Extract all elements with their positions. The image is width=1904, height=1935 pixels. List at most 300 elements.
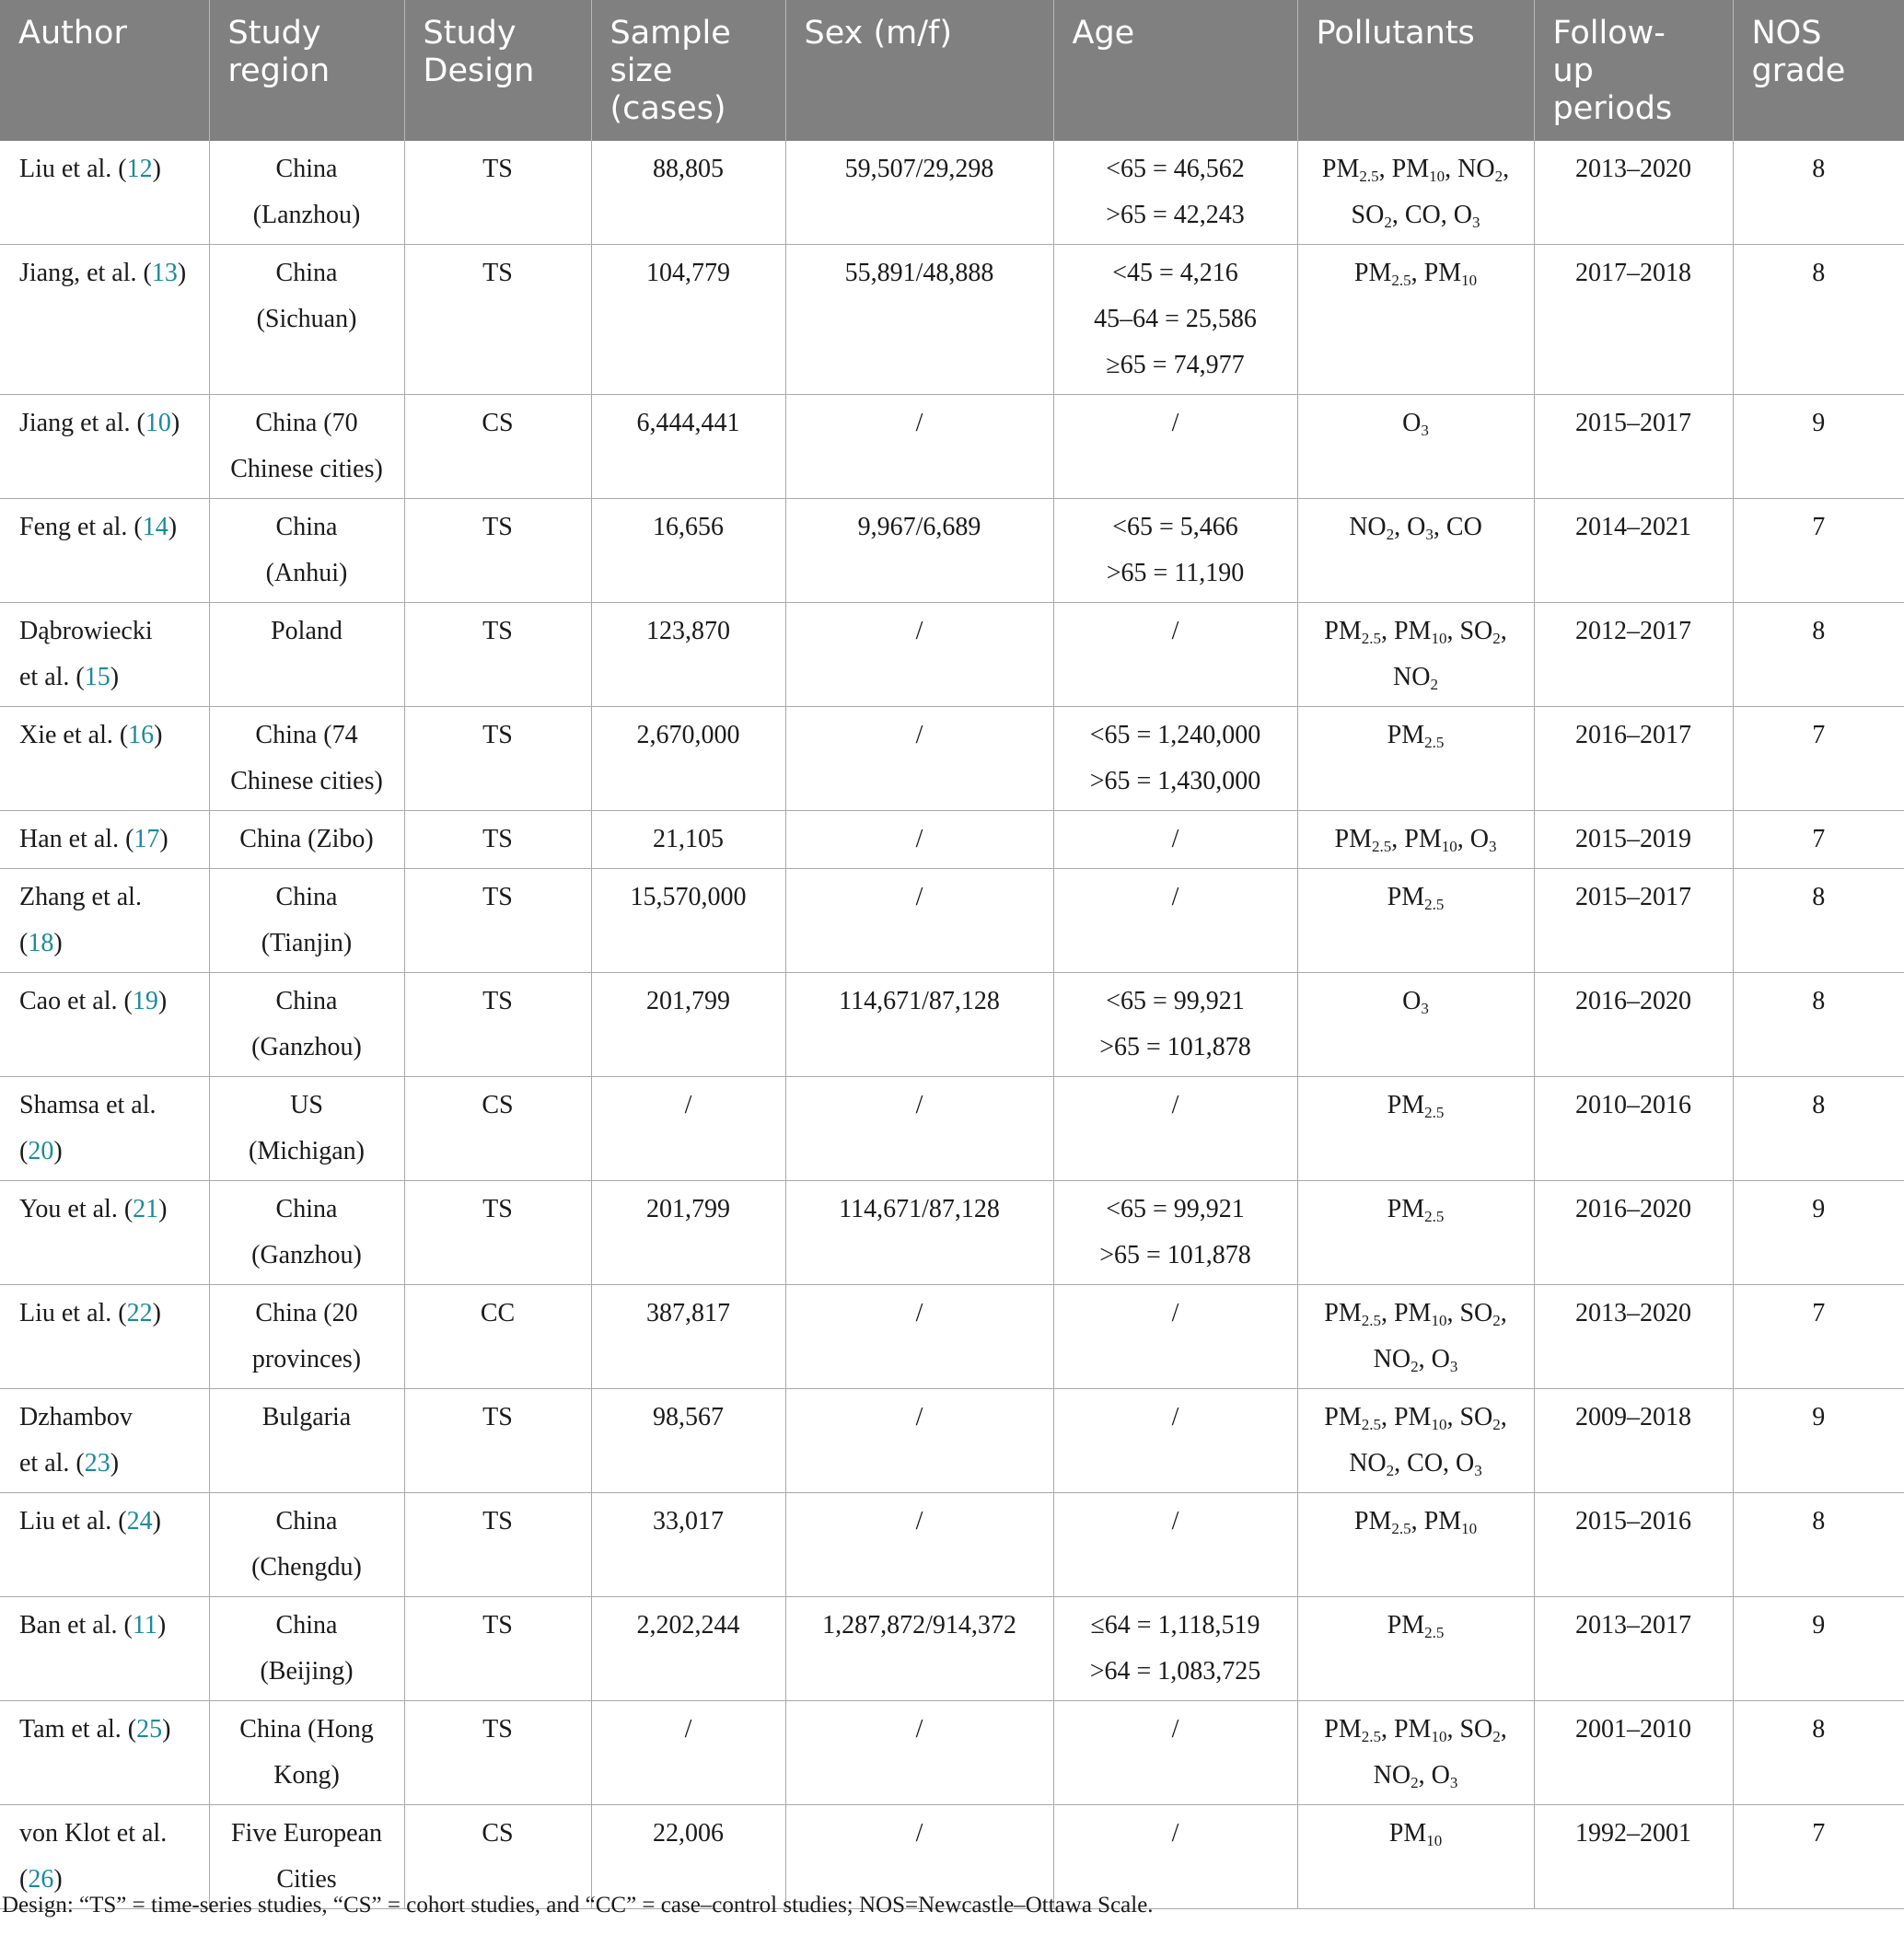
author-line bbox=[19, 504, 196, 550]
nos-grade-value: 8 bbox=[1812, 1091, 1826, 1119]
sample-size-cell bbox=[591, 395, 785, 499]
reference-link[interactable]: 26 bbox=[28, 1865, 54, 1894]
author-cell bbox=[0, 1701, 209, 1805]
region-line: (Beijing) bbox=[260, 1657, 354, 1686]
age-line: / bbox=[1171, 409, 1179, 437]
age-cell bbox=[1053, 869, 1297, 973]
region-cell bbox=[209, 1181, 404, 1285]
header-row bbox=[0, 0, 1904, 141]
table-row bbox=[0, 973, 1904, 1077]
author-text: Han et al. ( bbox=[19, 825, 134, 853]
region-line: China bbox=[275, 259, 338, 287]
author-text: ) bbox=[154, 721, 163, 749]
age-line: <65 = 46,562 bbox=[1106, 155, 1245, 183]
reference-link[interactable]: 10 bbox=[145, 409, 171, 437]
follow-up-value: 2017–2018 bbox=[1575, 259, 1691, 287]
age-line: <45 = 4,216 bbox=[1112, 259, 1238, 287]
sample-size-value: 15,570,000 bbox=[630, 883, 747, 911]
author-cell bbox=[0, 1285, 209, 1389]
reference-link[interactable]: 20 bbox=[28, 1137, 54, 1165]
age-line: <65 = 5,466 bbox=[1112, 513, 1238, 541]
design-value: TS bbox=[482, 1507, 513, 1535]
author-line bbox=[19, 817, 196, 863]
nos-grade-value: 8 bbox=[1812, 617, 1826, 645]
author-text: ) bbox=[110, 663, 120, 691]
table-row bbox=[0, 1077, 1904, 1181]
author-line bbox=[19, 713, 196, 759]
follow-up-value: 2016–2020 bbox=[1575, 987, 1691, 1015]
author-text: ) bbox=[177, 259, 187, 287]
nos-grade-value: 8 bbox=[1812, 259, 1826, 287]
region-line: China bbox=[275, 155, 338, 183]
author-text: Liu et al. ( bbox=[19, 1507, 127, 1535]
age-cell bbox=[1053, 1493, 1297, 1597]
follow-up-value: 2015–2016 bbox=[1575, 1507, 1691, 1535]
author-line bbox=[19, 250, 196, 296]
region-line: Kong) bbox=[273, 1761, 340, 1790]
region-cell bbox=[209, 245, 404, 395]
nos-grade-value: 8 bbox=[1812, 883, 1826, 911]
age-cell bbox=[1053, 499, 1297, 603]
age-line: <65 = 1,240,000 bbox=[1089, 721, 1261, 749]
design-cell bbox=[404, 1493, 591, 1597]
sample-size-cell bbox=[591, 1285, 785, 1389]
sex-cell bbox=[785, 811, 1053, 869]
sex-cell bbox=[785, 603, 1053, 707]
author-text: von Klot et al. bbox=[19, 1819, 168, 1848]
table-row bbox=[0, 1597, 1904, 1701]
region-line: China bbox=[275, 1195, 338, 1223]
author-line bbox=[19, 979, 196, 1025]
follow-up-cell bbox=[1534, 1285, 1733, 1389]
region-line: (Chengdu) bbox=[251, 1553, 362, 1582]
sample-size-value: 2,670,000 bbox=[636, 721, 740, 749]
region-cell bbox=[209, 1389, 404, 1493]
nos-grade-value: 7 bbox=[1812, 1299, 1826, 1327]
column-header-text: Design bbox=[423, 52, 535, 89]
region-line: (Lanzhou) bbox=[252, 201, 361, 229]
design-value: TS bbox=[482, 721, 513, 749]
pollutants-line: $PM_{2.5}$, $PM_{10}$ bbox=[1353, 1507, 1478, 1537]
design-value: TS bbox=[482, 1403, 513, 1431]
table-row bbox=[0, 1701, 1904, 1805]
design-value: TS bbox=[482, 987, 513, 1015]
follow-up-cell bbox=[1534, 1493, 1733, 1597]
design-value: TS bbox=[482, 825, 513, 853]
age-line: >65 = 11,190 bbox=[1106, 559, 1245, 587]
pollutants-cell bbox=[1297, 869, 1534, 973]
region-cell bbox=[209, 1077, 404, 1181]
sample-size-value: 21,105 bbox=[653, 825, 724, 853]
age-cell bbox=[1053, 395, 1297, 499]
column-header bbox=[785, 0, 1053, 141]
table-header bbox=[0, 0, 1904, 141]
design-cell bbox=[404, 603, 591, 707]
author-cell bbox=[0, 603, 209, 707]
region-cell bbox=[209, 869, 404, 973]
reference-link[interactable]: 14 bbox=[142, 513, 168, 541]
reference-link[interactable]: 25 bbox=[136, 1715, 163, 1744]
table-row bbox=[0, 603, 1904, 707]
age-line: / bbox=[1171, 1091, 1179, 1119]
author-line bbox=[19, 1441, 196, 1487]
author-line bbox=[19, 1083, 196, 1129]
pollutants-cell bbox=[1297, 1389, 1534, 1493]
follow-up-value: 2009–2018 bbox=[1575, 1403, 1691, 1431]
column-header-text: periods bbox=[1552, 90, 1673, 127]
author-text: Jiang, et al. ( bbox=[19, 259, 152, 287]
age-line: / bbox=[1171, 1715, 1179, 1744]
table-footnote: Design: “TS” = time-series studies, “CS” = cohort studies, and “CC” = case–control studies; NOS=Newcastle–Ottawa Scale. bbox=[2, 1893, 1154, 1918]
age-cell bbox=[1053, 1597, 1297, 1701]
column-header-text: region bbox=[227, 52, 331, 89]
follow-up-value: 2012–2017 bbox=[1575, 617, 1691, 645]
author-line bbox=[19, 921, 196, 967]
follow-up-cell bbox=[1534, 1805, 1733, 1909]
nos-grade-cell bbox=[1733, 1805, 1904, 1909]
age-line: ≤64 = 1,118,519 bbox=[1090, 1611, 1260, 1640]
nos-grade-value: 9 bbox=[1812, 1403, 1826, 1431]
follow-up-value: 2015–2017 bbox=[1575, 409, 1691, 437]
follow-up-value: 2016–2020 bbox=[1575, 1195, 1691, 1223]
column-header-text: Age bbox=[1072, 15, 1135, 52]
nos-grade-cell bbox=[1733, 973, 1904, 1077]
nos-grade-value: 9 bbox=[1812, 1195, 1826, 1223]
sample-size-value: 98,567 bbox=[653, 1403, 724, 1431]
column-header-text: size bbox=[610, 52, 673, 89]
nos-grade-cell bbox=[1733, 1493, 1904, 1597]
column-header-text: (cases) bbox=[610, 90, 726, 127]
sample-size-cell bbox=[591, 1701, 785, 1805]
sex-cell bbox=[785, 1493, 1053, 1597]
table-row bbox=[0, 141, 1904, 245]
follow-up-value: 2013–2020 bbox=[1575, 1299, 1691, 1327]
age-line: / bbox=[1171, 1403, 1179, 1431]
sex-value: / bbox=[915, 1299, 923, 1327]
sex-cell bbox=[785, 1701, 1053, 1805]
pollutants-line: $NO_2$, $O_3$ bbox=[1373, 1761, 1458, 1791]
sex-value: 59,507/29,298 bbox=[844, 155, 994, 183]
design-value: TS bbox=[482, 1195, 513, 1223]
sample-size-value: 123,870 bbox=[646, 617, 730, 645]
column-header-text: Pollutants bbox=[1316, 15, 1475, 52]
sample-size-cell bbox=[591, 1181, 785, 1285]
reference-link[interactable]: 16 bbox=[128, 721, 155, 749]
sample-size-value: 201,799 bbox=[646, 987, 730, 1015]
sex-cell bbox=[785, 1389, 1053, 1493]
nos-grade-cell bbox=[1733, 245, 1904, 395]
author-text: ) bbox=[152, 1507, 161, 1535]
follow-up-cell bbox=[1534, 245, 1733, 395]
design-value: TS bbox=[482, 1611, 513, 1640]
author-text: ) bbox=[53, 1865, 63, 1894]
pollutants-line: $PM_{2.5}$, $PM_{10}$, $NO_2$, bbox=[1321, 155, 1510, 185]
pollutants-line: $PM_{2.5}$, $PM_{10}$, $SO_2$, bbox=[1324, 1715, 1507, 1745]
pollutants-line: $O_3$ bbox=[1402, 409, 1429, 439]
design-value: TS bbox=[482, 513, 513, 541]
sex-value: / bbox=[915, 825, 923, 853]
design-cell bbox=[404, 869, 591, 973]
sex-cell bbox=[785, 499, 1053, 603]
age-cell bbox=[1053, 707, 1297, 811]
author-text: Shamsa et al. bbox=[19, 1091, 157, 1119]
sex-value: / bbox=[915, 721, 923, 749]
author-cell bbox=[0, 811, 209, 869]
region-line: Chinese cities) bbox=[230, 455, 383, 483]
sample-size-cell bbox=[591, 603, 785, 707]
region-line: China (74 bbox=[255, 721, 358, 749]
pollutants-line: $PM_{2.5}$ bbox=[1387, 1091, 1445, 1121]
region-cell bbox=[209, 811, 404, 869]
follow-up-value: 2015–2019 bbox=[1575, 825, 1691, 853]
age-line: <65 = 99,921 bbox=[1106, 1195, 1245, 1223]
design-cell bbox=[404, 499, 591, 603]
region-cell bbox=[209, 499, 404, 603]
age-line: 45–64 = 25,586 bbox=[1094, 305, 1257, 333]
nos-grade-value: 8 bbox=[1812, 1507, 1826, 1535]
region-cell bbox=[209, 1285, 404, 1389]
region-line: provinces) bbox=[251, 1345, 362, 1373]
sex-value: / bbox=[915, 1819, 923, 1848]
region-line: Poland bbox=[271, 617, 342, 645]
nos-grade-value: 7 bbox=[1812, 513, 1826, 541]
reference-link[interactable]: 19 bbox=[132, 987, 158, 1015]
design-cell bbox=[404, 1597, 591, 1701]
follow-up-value: 2010–2016 bbox=[1575, 1091, 1691, 1119]
follow-up-cell bbox=[1534, 973, 1733, 1077]
author-text: Feng et al. ( bbox=[19, 513, 143, 541]
sample-size-cell bbox=[591, 141, 785, 245]
nos-grade-cell bbox=[1733, 707, 1904, 811]
author-text: ( bbox=[19, 1865, 29, 1894]
author-text: ) bbox=[152, 155, 161, 183]
age-line: >65 = 101,878 bbox=[1099, 1033, 1251, 1061]
sample-size-value: 33,017 bbox=[653, 1507, 724, 1535]
pollutants-cell bbox=[1297, 499, 1534, 603]
sex-value: / bbox=[915, 1715, 923, 1744]
sex-value: / bbox=[915, 1507, 923, 1535]
design-value: CS bbox=[482, 1091, 514, 1119]
sample-size-cell bbox=[591, 1597, 785, 1701]
pollutants-line: $NO_2$ bbox=[1393, 663, 1438, 693]
author-text: ( bbox=[19, 1137, 29, 1165]
author-cell bbox=[0, 1077, 209, 1181]
pollutants-line: $PM_{2.5}$ bbox=[1387, 721, 1445, 751]
author-text: Tam et al. ( bbox=[19, 1715, 137, 1744]
author-cell bbox=[0, 1389, 209, 1493]
author-text: ) bbox=[53, 1137, 63, 1165]
reference-link[interactable]: 21 bbox=[133, 1195, 159, 1223]
sex-cell bbox=[785, 395, 1053, 499]
region-cell bbox=[209, 1597, 404, 1701]
nos-grade-cell bbox=[1733, 1285, 1904, 1389]
author-text: ) bbox=[157, 1611, 167, 1640]
region-line: Five European bbox=[230, 1819, 383, 1848]
author-text: Jiang et al. ( bbox=[19, 409, 145, 437]
follow-up-cell bbox=[1534, 1181, 1733, 1285]
author-text: ) bbox=[157, 987, 168, 1015]
sex-cell bbox=[785, 1597, 1053, 1701]
follow-up-cell bbox=[1534, 1389, 1733, 1493]
author-text: Liu et al. ( bbox=[19, 155, 127, 183]
follow-up-value: 2001–2010 bbox=[1575, 1715, 1691, 1744]
pollutants-cell bbox=[1297, 245, 1534, 395]
follow-up-cell bbox=[1534, 707, 1733, 811]
region-line: (Tianjin) bbox=[261, 929, 353, 957]
author-line bbox=[19, 655, 196, 701]
nos-grade-value: 8 bbox=[1812, 1715, 1826, 1744]
age-line: / bbox=[1171, 1507, 1179, 1535]
reference-link[interactable]: 24 bbox=[126, 1507, 153, 1535]
column-header bbox=[1053, 0, 1297, 141]
pollutants-line: $PM_{10}$ bbox=[1388, 1819, 1443, 1849]
author-text: Cao et al. ( bbox=[19, 987, 133, 1015]
follow-up-value: 2014–2021 bbox=[1575, 513, 1691, 541]
author-cell bbox=[0, 973, 209, 1077]
nos-grade-value: 7 bbox=[1812, 825, 1826, 853]
region-line: (Sichuan) bbox=[256, 305, 357, 333]
age-line: / bbox=[1171, 1819, 1179, 1848]
reference-link[interactable]: 11 bbox=[132, 1611, 157, 1640]
nos-grade-cell bbox=[1733, 1077, 1904, 1181]
nos-grade-cell bbox=[1733, 395, 1904, 499]
sample-size-cell bbox=[591, 1077, 785, 1181]
sample-size-value: 88,805 bbox=[653, 155, 724, 183]
sex-cell bbox=[785, 1077, 1053, 1181]
column-header bbox=[209, 0, 404, 141]
author-text: You et al. ( bbox=[19, 1195, 134, 1223]
follow-up-value: 2016–2017 bbox=[1575, 721, 1691, 749]
design-value: CS bbox=[482, 409, 514, 437]
author-text: ) bbox=[53, 929, 63, 957]
author-cell bbox=[0, 245, 209, 395]
sample-size-value: 16,656 bbox=[653, 513, 724, 541]
pollutants-line: $O_3$ bbox=[1402, 987, 1429, 1017]
pollutants-cell bbox=[1297, 1805, 1534, 1909]
reference-link[interactable]: 15 bbox=[84, 663, 110, 691]
design-value: TS bbox=[482, 883, 513, 911]
nos-grade-value: 8 bbox=[1812, 155, 1826, 183]
region-line: China (20 bbox=[255, 1299, 358, 1327]
sex-value: 1,287,872/914,372 bbox=[822, 1611, 1016, 1640]
nos-grade-value: 7 bbox=[1812, 1819, 1826, 1848]
region-line: China (70 bbox=[255, 409, 358, 437]
nos-grade-cell bbox=[1733, 869, 1904, 973]
author-line bbox=[19, 1187, 196, 1233]
region-cell bbox=[209, 1493, 404, 1597]
pollutants-cell bbox=[1297, 707, 1534, 811]
author-text: ) bbox=[159, 825, 168, 853]
nos-grade-value: 9 bbox=[1812, 1611, 1826, 1640]
author-text: Ban et al. ( bbox=[19, 1611, 133, 1640]
design-value: CC bbox=[480, 1299, 516, 1327]
follow-up-value: 2015–2017 bbox=[1575, 883, 1691, 911]
column-header-text: up bbox=[1552, 52, 1594, 89]
design-cell bbox=[404, 811, 591, 869]
reference-link[interactable]: 17 bbox=[134, 825, 160, 853]
sex-cell bbox=[785, 245, 1053, 395]
pollutants-cell bbox=[1297, 1285, 1534, 1389]
sex-value: / bbox=[915, 1091, 923, 1119]
column-header-text: NOS bbox=[1751, 15, 1822, 52]
design-cell bbox=[404, 707, 591, 811]
follow-up-value: 2013–2017 bbox=[1575, 1611, 1691, 1640]
author-line bbox=[19, 1811, 196, 1857]
pollutants-line: $NO_2$, CO, $O_3$ bbox=[1349, 1449, 1482, 1479]
region-cell bbox=[209, 395, 404, 499]
reference-link[interactable]: 23 bbox=[84, 1449, 110, 1477]
sex-cell bbox=[785, 1181, 1053, 1285]
region-line: Cities bbox=[276, 1865, 337, 1894]
follow-up-cell bbox=[1534, 141, 1733, 245]
author-line bbox=[19, 1707, 196, 1753]
author-text: ) bbox=[168, 513, 178, 541]
follow-up-cell bbox=[1534, 869, 1733, 973]
nos-grade-cell bbox=[1733, 499, 1904, 603]
age-cell bbox=[1053, 1077, 1297, 1181]
column-header-text: grade bbox=[1751, 52, 1846, 89]
pollutants-cell bbox=[1297, 1077, 1534, 1181]
pollutants-line: $PM_{2.5}$, $PM_{10}$, $SO_2$, bbox=[1324, 617, 1507, 647]
region-line: China bbox=[275, 1611, 338, 1640]
design-cell bbox=[404, 1285, 591, 1389]
follow-up-cell bbox=[1534, 395, 1733, 499]
reference-link[interactable]: 18 bbox=[28, 929, 54, 957]
author-text: Liu et al. ( bbox=[19, 1299, 127, 1327]
author-line bbox=[19, 1129, 196, 1175]
region-cell bbox=[209, 603, 404, 707]
follow-up-cell bbox=[1534, 1597, 1733, 1701]
author-line bbox=[19, 875, 196, 921]
pollutants-line: $PM_{2.5}$, $PM_{10}$, $SO_2$, bbox=[1324, 1403, 1507, 1433]
pollutants-cell bbox=[1297, 1181, 1534, 1285]
region-line: China bbox=[275, 513, 338, 541]
nos-grade-cell bbox=[1733, 1181, 1904, 1285]
pollutants-line: $PM_{2.5}$, $PM_{10}$ bbox=[1353, 259, 1478, 289]
age-cell bbox=[1053, 1285, 1297, 1389]
sample-size-value: 22,006 bbox=[653, 1819, 724, 1848]
author-text: ( bbox=[19, 929, 29, 957]
region-line: (Ganzhou) bbox=[251, 1033, 362, 1061]
sex-value: / bbox=[915, 409, 923, 437]
sample-size-cell bbox=[591, 499, 785, 603]
table-row bbox=[0, 1493, 1904, 1597]
pollutants-line: $SO_2$, CO, $O_3$ bbox=[1351, 201, 1480, 231]
age-line: >65 = 42,243 bbox=[1106, 201, 1245, 229]
age-line: / bbox=[1171, 1299, 1179, 1327]
reference-link[interactable]: 22 bbox=[126, 1299, 153, 1327]
sex-cell bbox=[785, 141, 1053, 245]
sex-value: / bbox=[915, 1403, 923, 1431]
table-row bbox=[0, 1181, 1904, 1285]
reference-link[interactable]: 13 bbox=[151, 259, 178, 287]
nos-grade-cell bbox=[1733, 603, 1904, 707]
region-line: Bulgaria bbox=[261, 1403, 352, 1431]
pollutants-line: $NO_2$, $O_3$ bbox=[1373, 1345, 1458, 1375]
sample-size-cell bbox=[591, 869, 785, 973]
author-text: ) bbox=[170, 409, 180, 437]
age-cell bbox=[1053, 1181, 1297, 1285]
sex-value: 55,891/48,888 bbox=[844, 259, 994, 287]
design-cell bbox=[404, 1181, 591, 1285]
sample-size-cell bbox=[591, 973, 785, 1077]
author-text: et al. ( bbox=[19, 663, 85, 691]
nos-grade-cell bbox=[1733, 1389, 1904, 1493]
follow-up-cell bbox=[1534, 1077, 1733, 1181]
reference-link[interactable]: 12 bbox=[126, 155, 153, 183]
region-cell bbox=[209, 141, 404, 245]
pollutants-cell bbox=[1297, 1597, 1534, 1701]
